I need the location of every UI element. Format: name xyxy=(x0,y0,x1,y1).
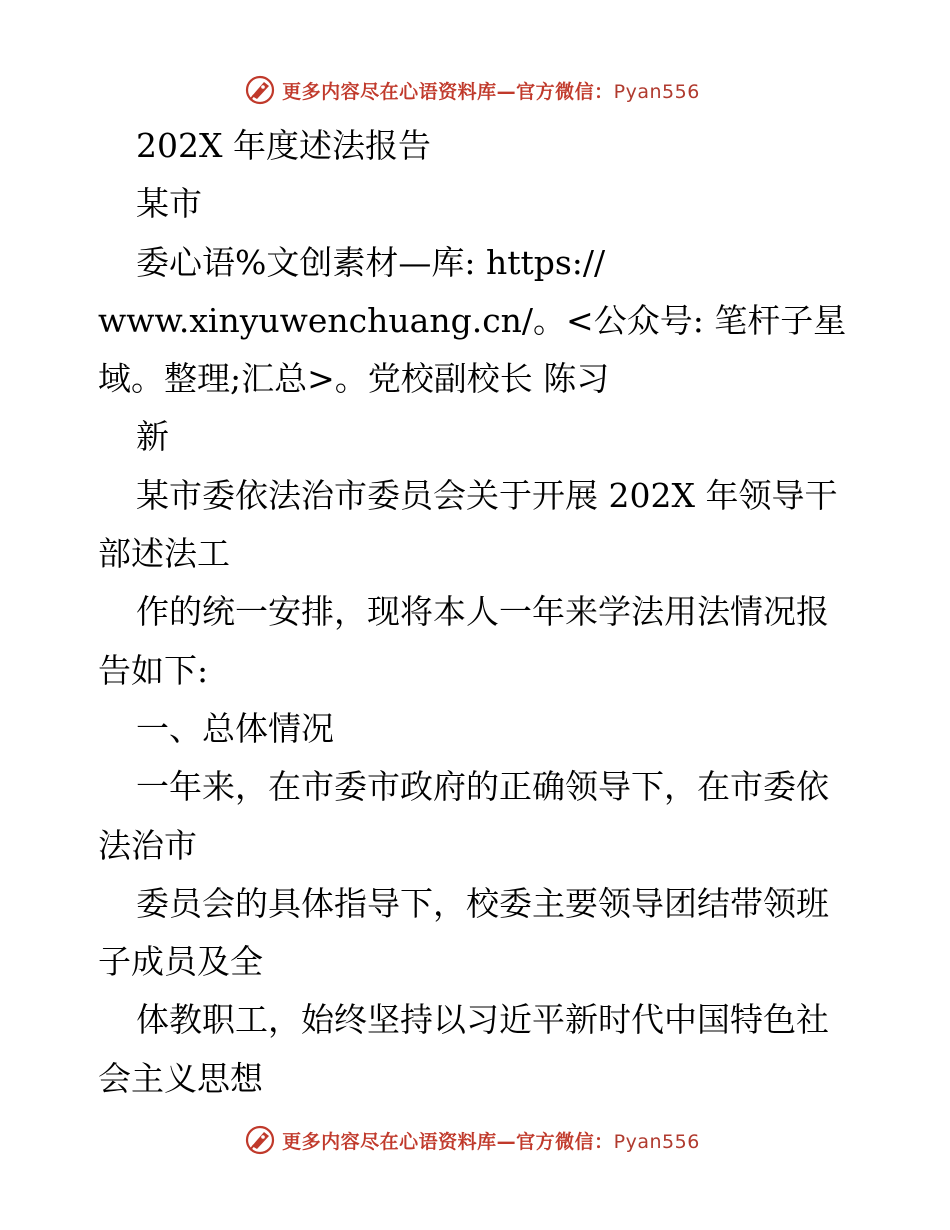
text-line: 新 xyxy=(136,417,169,457)
footer-banner-text: 更多内容尽在心语资料库—官方微信：Pyan556 xyxy=(282,1130,700,1153)
footer-banner xyxy=(244,1124,700,1156)
page-header xyxy=(0,70,950,110)
text-line: 202X 年度述法报告 xyxy=(136,126,431,165)
text-line: 委心语%文创素材—库: https:// xyxy=(136,242,606,282)
header-banner-text: 更多内容尽在心语资料库—官方微信：Pyan556 xyxy=(282,80,700,103)
text-line: 某市委依法治市委员会关于开展 202X 年领导干 xyxy=(136,475,838,515)
pen-nib-logo-icon xyxy=(244,1124,276,1156)
text-line: 一年来，在市委市政府的正确领导下，在市委依 xyxy=(136,767,829,807)
header-wechat-id: Pyan556 xyxy=(613,80,700,103)
text-line: 告如下: xyxy=(98,650,209,690)
text-line: 域。整理;汇总>。党校副校长 陈习 xyxy=(98,359,610,399)
text-line: 一、总体情况 xyxy=(136,708,334,748)
footer-wechat-id: Pyan556 xyxy=(613,1130,700,1153)
text-line: 体教职工，始终坚持以习近平新时代中国特色社 xyxy=(136,1000,829,1040)
text-line: 法治市 xyxy=(98,825,197,865)
header-banner xyxy=(244,74,700,106)
page-footer xyxy=(0,1120,950,1160)
pen-nib-logo-icon xyxy=(244,74,276,106)
text-line: www.xinyuwenchuang.cn/。<公众号: 笔杆子星 xyxy=(98,300,847,340)
document-body xyxy=(98,117,858,1108)
text-line: 部述法工 xyxy=(98,534,230,574)
text-line: 某市 xyxy=(136,184,202,224)
text-line: 作的统一安排，现将本人一年来学法用法情况报 xyxy=(136,592,829,632)
text-line: 会主义思想 xyxy=(98,1058,263,1098)
text-line: 委员会的具体指导下，校委主要领导团结带领班 xyxy=(136,883,829,923)
text-line: 子成员及全 xyxy=(98,942,263,982)
